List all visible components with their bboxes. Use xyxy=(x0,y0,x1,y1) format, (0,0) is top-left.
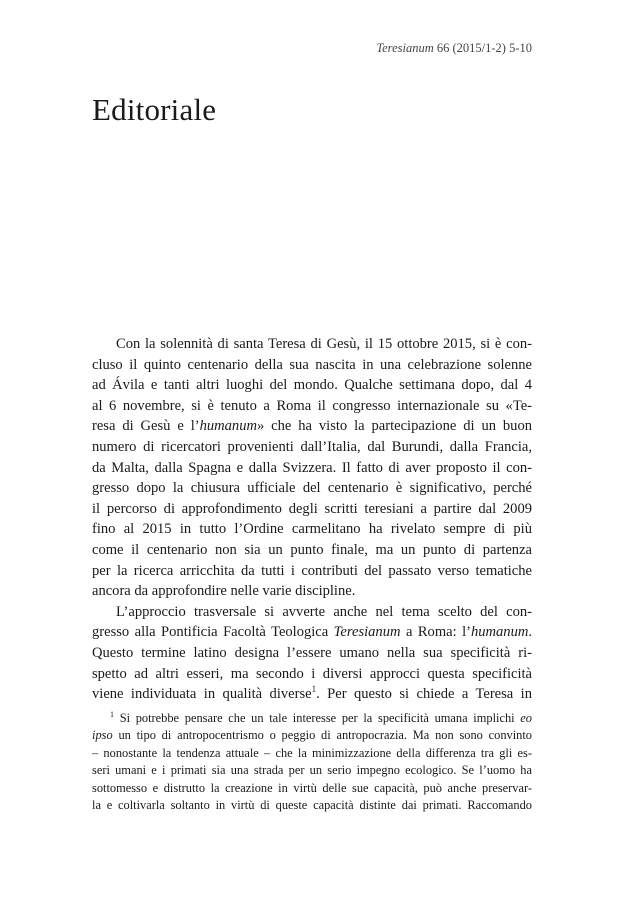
text-line xyxy=(92,416,532,437)
text-line: cluso il quinto centenario della sua nascita in una celebrazione solenne xyxy=(92,356,532,373)
text-line: spetto ad altri esseri, ma secondo i diversi approcci questa specificità xyxy=(92,665,532,682)
text-line: numero di ricercatori provenienti dall’Italia, dal Burundi, dalla Francia, xyxy=(92,438,532,455)
footnote-line xyxy=(92,710,532,727)
italic-term: humanum xyxy=(199,418,257,435)
footnote-line: la e coltivarla soltanto in virtù di queste capacità distinte dai primati. Raccomando xyxy=(92,798,532,813)
text-run: . Per questo si chiede a Teresa in xyxy=(316,686,532,703)
text-line: gresso dopo la chiusura ufficiale del centenario è significativo, perché xyxy=(92,480,532,497)
footnote-line: seri umani e i primati sia una strada per un serio impegno ecologico. Se l’uomo ha xyxy=(92,763,532,778)
text-line: da Malta, dalla Spagna e dalla Svizzera. Il fatto di aver proposto il con- xyxy=(92,459,532,476)
footnote-line: – nonostante la tendenza attuale – che la minimizzazione della differenza tra gli es- xyxy=(92,745,532,760)
text-line: il percorso di approfondimento degli scritti teresiani a partire dal 2009 xyxy=(92,500,532,517)
journal-citation: 66 (2015/1-2) 5-10 xyxy=(433,41,532,55)
text-line: come il centenario non sia un punto finale, ma un punto di partenza xyxy=(92,541,532,558)
text-line: ad Ávila e tanti altri luoghi del mondo. Qualche settimana dopo, dal 4 xyxy=(92,377,532,394)
italic-term: Teresianum xyxy=(333,624,401,641)
italic-term: eo xyxy=(520,711,532,725)
article-title: Editoriale xyxy=(92,92,217,127)
text-line: L’approccio trasversale si avverte anche nel tema scelto del con- xyxy=(116,603,532,620)
text-run: gresso alla Pontificia Facoltà Teologica xyxy=(92,624,334,641)
text-run: a Roma: l’ xyxy=(400,624,471,641)
text-run: resa di Gesù e l’ xyxy=(92,418,200,435)
paragraph-2 xyxy=(92,602,532,705)
text-line: fino al 2015 in tutto l’Ordine carmelitano ha rivelato sempre di più xyxy=(92,521,532,538)
footnotes xyxy=(92,710,532,814)
text-line: ancora da approfondire nelle varie discipline. xyxy=(92,583,356,600)
body-text xyxy=(92,334,532,705)
text-run: . xyxy=(528,624,533,641)
text-run: un tipo di antropocentrismo o peggio di antropocrazia. Ma non sono convinto xyxy=(112,728,532,743)
text-line xyxy=(92,622,532,643)
text-line xyxy=(92,684,532,705)
footnote-mark: 1 xyxy=(110,709,114,719)
italic-term: ipso xyxy=(92,728,113,743)
text-run: viene individuata in qualità diverse xyxy=(92,686,312,703)
footnote-reference[interactable]: 1 xyxy=(311,684,317,695)
footnote-line xyxy=(92,727,532,744)
journal-name: Teresianum xyxy=(376,41,434,55)
paragraph-1 xyxy=(92,334,532,602)
running-head xyxy=(376,41,532,56)
footnote-line: sottomesso e distrutto la creazione in virtù delle sue capacità, può anche preservar- xyxy=(92,780,532,795)
italic-term: humanum xyxy=(470,624,529,641)
text-line: Con la solennità di santa Teresa di Gesù, il 15 ottobre 2015, si è con- xyxy=(116,336,532,352)
text-run: » che ha visto la partecipazione di un buon xyxy=(257,418,532,435)
text-line: Questo termine latino designa l’essere umano nella sua specificità ri- xyxy=(92,644,532,661)
text-line: al 6 novembre, si è tenuto a Roma il congresso internazionale su «Te- xyxy=(92,397,532,414)
text-line: per la ricerca arricchita da tutti i contributi del passato verso tematiche xyxy=(92,562,532,579)
text-run: Si potrebbe pensare che un tale interesse per la specificità umana implichi xyxy=(114,711,521,725)
